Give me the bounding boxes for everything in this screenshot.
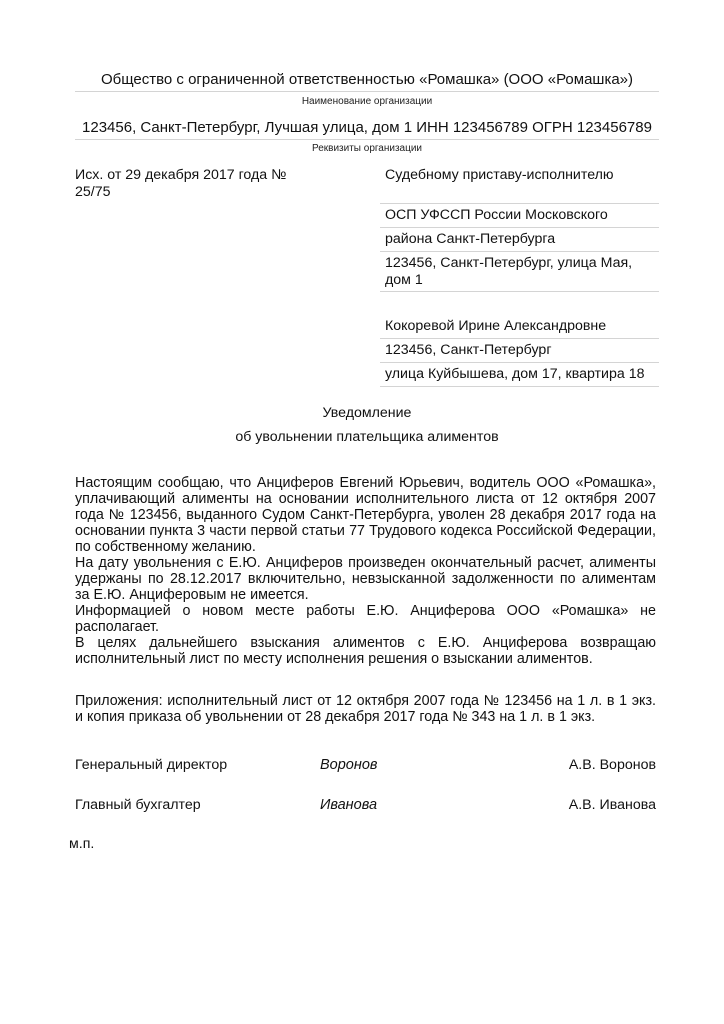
divider: [380, 203, 659, 204]
recipient-title: Судебному приставу-исполнителю: [385, 167, 614, 183]
organization-name-caption: Наименование организации: [301, 96, 433, 107]
signature-accountant: Иванова: [320, 797, 378, 813]
address-line1: 123456, Санкт-Петербург, улица Мая,: [385, 255, 633, 271]
divider: [380, 362, 659, 363]
paragraph-settlement: На дату увольнения с Е.Ю. Анциферов произведен окончательный расчет, алименты удержаны по 28.12.2017 включительно, невзысканной задолженности по алиментам за Е.Ю. Анциферовым не имеется.: [75, 555, 656, 603]
stamp-place: м.п.: [69, 836, 95, 852]
divider: [380, 338, 659, 339]
person-name: Кокоревой Ирине Александровне: [385, 318, 607, 334]
divider: [380, 251, 659, 252]
divider: [380, 386, 659, 387]
divider: [75, 91, 659, 92]
organization-details: 123456, Санкт-Петербург, Лучшая улица, дом 1 ИНН 123456789 ОГРН 123456789: [82, 119, 652, 136]
position-accountant: Главный бухгалтер: [75, 797, 201, 813]
organization-name: Общество с ограниченной ответственностью «Ромашка» (ООО «Ромашка»): [100, 71, 634, 88]
person-street: улица Куйбышева, дом 17, квартира 18: [385, 366, 645, 382]
position-director: Генеральный директор: [75, 757, 228, 773]
address-line2: дом 1: [385, 272, 423, 288]
document-subtitle: об увольнении плательщика алиментов: [235, 429, 499, 445]
department-line1: ОСП УФССП России Московского: [385, 207, 608, 223]
organization-details-caption: Реквизиты организации: [311, 143, 423, 154]
outgoing-number-line1: Исх. от 29 декабря 2017 года №: [75, 167, 287, 183]
paragraph-dismissal: Настоящим сообщаю, что Анциферов Евгений Юрьевич, водитель ООО «Ромашка», уплачивающий алименты на основании исполнительного листа от 12 октября 2007 года № 123456, выданного Судом Санкт-Петербурга, уволен 28 декабря 2017 года на основании пункта 3 части первой статьи 77 Трудового кодекса Российской Федерации, по собственному желанию.: [75, 475, 656, 555]
signature-director: Воронов: [320, 757, 378, 773]
divider: [380, 227, 659, 228]
document-title: Уведомление: [322, 405, 412, 421]
department-line2: района Санкт-Петербурга: [385, 231, 556, 247]
attachments: Приложения: исполнительный лист от 12 октября 2007 года № 123456 на 1 л. в 1 экз. и копия приказа об увольнении от 28 декабря 2017 года № 343 на 1 л. в 1 экз.: [75, 693, 656, 725]
person-city: 123456, Санкт-Петербург: [385, 342, 552, 358]
paragraph-return-writ: В целях дальнейшего взыскания алиментов с Е.Ю. Анциферова возвращаю исполнительный лист по месту исполнения решения о взыскании алиментов.: [75, 635, 656, 667]
name-accountant: А.В. Иванова: [568, 797, 656, 813]
divider: [380, 291, 659, 292]
name-director: А.В. Воронов: [568, 757, 656, 773]
outgoing-number-line2: 25/75: [75, 184, 111, 200]
paragraph-new-job: Информацией о новом месте работы Е.Ю. Анциферова ООО «Ромашка» не располагает.: [75, 603, 656, 635]
divider: [75, 139, 659, 140]
letter-body: [75, 475, 656, 667]
